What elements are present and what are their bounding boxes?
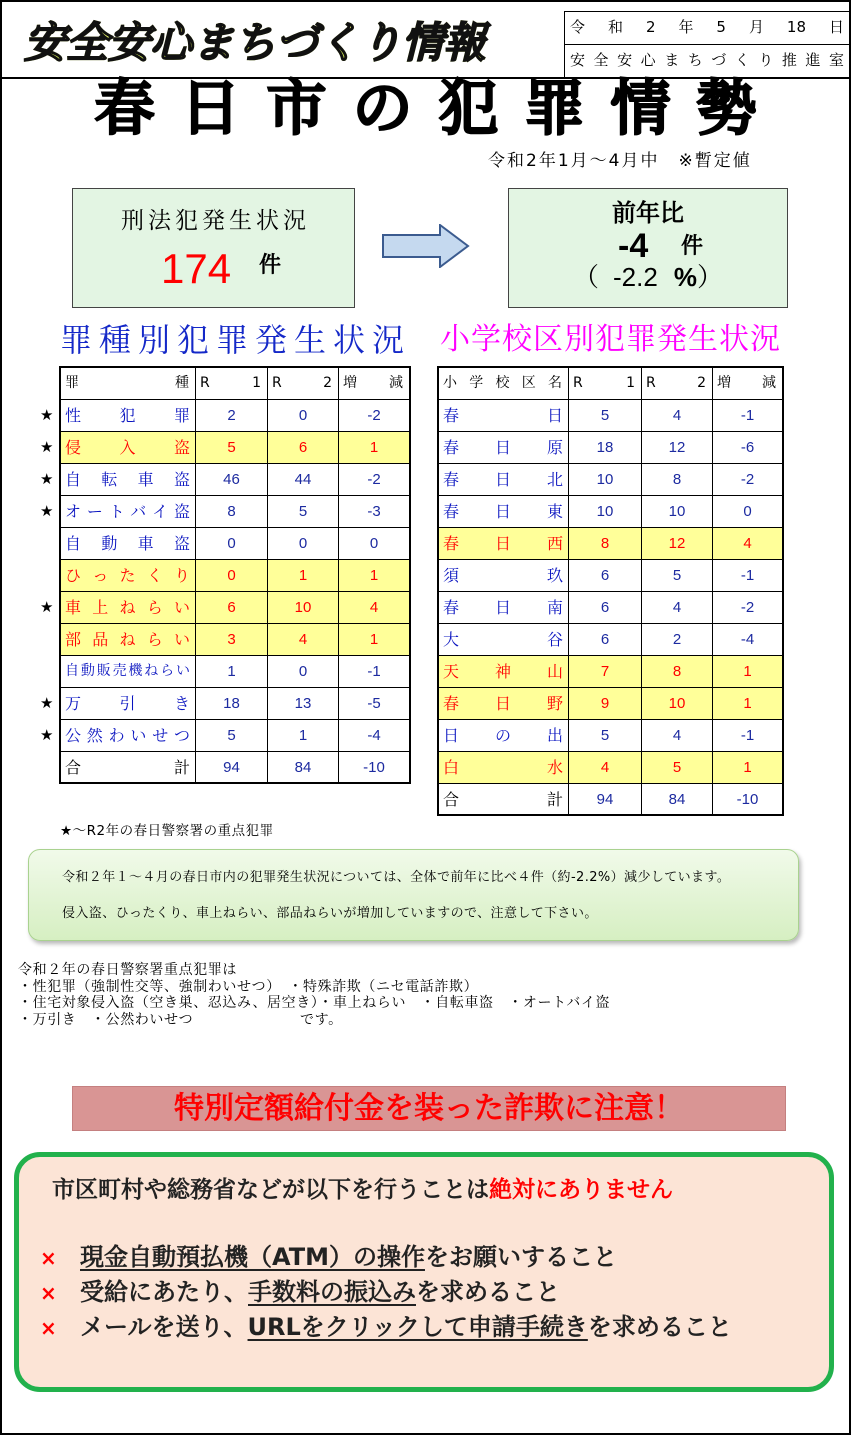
r2-count-cell: 0 [268,400,339,432]
percent-open-paren: （ [573,263,600,293]
crime-type-cell: 侵入盗 [61,432,196,464]
r1-count-cell: 6 [196,592,268,624]
r2-count-cell: 1 [268,560,339,592]
crime-table-row [61,752,411,784]
school-district-cell: 春日原 [439,432,569,464]
school-district-cell: 春日西 [439,528,569,560]
r1-count-cell: 8 [569,528,642,560]
year-comparison-box [508,188,788,308]
r2-count-cell: 84 [642,784,713,816]
change-cell: -2 [713,592,784,624]
crime-type-cell: 自動車盗 [61,528,196,560]
summary-note-box [28,849,799,941]
warning-item-underlined: 現金自動預払機（ATM）の操作 [80,1243,425,1271]
warning-item [40,1311,732,1344]
priority-crimes-ending: です。 [300,1012,343,1029]
crime-type-cell: オートバイ盗 [61,496,196,528]
r1-count-cell: 9 [569,688,642,720]
r1-count-cell: 10 [569,464,642,496]
change-cell: -1 [339,656,411,688]
total-crime-unit: 件 [259,253,282,278]
newsletter-title: 安全安心まちづくり情報 [24,18,486,67]
school-district-cell: 天神山 [439,656,569,688]
r1-count-cell: 1 [196,656,268,688]
warning-intro-text: 市区町村や総務省などが以下を行うことは [52,1177,489,1203]
school-district-cell: 白水 [439,752,569,784]
crime-table-row [40,592,411,624]
cross-icon: × [40,1281,57,1305]
r1-count-cell: 94 [196,752,268,784]
r2-count-cell: 10 [642,688,713,720]
school-table-row [439,784,784,816]
change-cell: 1 [713,656,784,688]
issuing-office: 安全安心まちづくり推進室 [565,44,851,77]
school-table-row [439,592,784,624]
r1-count-cell: 5 [569,400,642,432]
school-district-cell: 春日野 [439,688,569,720]
school-table-row [439,752,784,784]
r1-count-cell: 5 [196,432,268,464]
r1-count-cell: 0 [196,528,268,560]
total-crime-box [72,188,355,308]
priority-crimes-line: ・万引き ・公然わいせつ [18,1012,194,1029]
change-cell: 0 [339,528,411,560]
r2-count-cell: 5 [268,496,339,528]
r1-count-cell: 18 [196,688,268,720]
r1-count-cell: 6 [569,592,642,624]
school-district-cell: 日の出 [439,720,569,752]
crime-type-cell: 性犯罪 [61,400,196,432]
change-cell: 4 [339,592,411,624]
school-table-header-row [439,368,784,400]
school-district-cell: 大谷 [439,624,569,656]
crime-type-cell: 公然わいせつ [61,720,196,752]
crime-table-column-header: 増減 [339,368,411,400]
r1-count-cell: 2 [196,400,268,432]
school-table-column-header: R 2 [642,368,713,400]
comparison-unit: 件 [681,234,704,259]
crime-table-header-row [61,368,411,400]
page-title: 春日市の犯罪情勢 [94,74,783,144]
crime-table-row [40,496,411,528]
crime-table-row [40,432,411,464]
r2-count-cell: 84 [268,752,339,784]
crime-table-row [61,528,411,560]
priority-star-mark: ★ [40,470,54,488]
change-cell: 1 [713,688,784,720]
warning-item [40,1241,617,1274]
r1-count-cell: 46 [196,464,268,496]
r2-count-cell: 5 [642,560,713,592]
r1-count-cell: 94 [569,784,642,816]
school-table-column-header: R 1 [569,368,642,400]
r2-count-cell: 6 [268,432,339,464]
school-table-row [439,528,784,560]
r2-count-cell: 44 [268,464,339,496]
school-district-cell: 須玖 [439,560,569,592]
priority-crimes-list [18,962,610,1029]
fraud-warning-banner: 特別定額給付金を装った詐欺に注意！ [72,1086,786,1131]
percent-sign: % [673,262,697,292]
r2-count-cell: 4 [268,624,339,656]
crime-type-cell: 自動販売機ねらい [61,656,196,688]
change-cell: 1 [339,624,411,656]
school-table-row [439,464,784,496]
warning-item-text: をお願いすること [424,1243,617,1271]
r1-count-cell: 6 [569,624,642,656]
change-cell: -4 [339,720,411,752]
crime-table-row [61,624,411,656]
total-crime-label: 刑法犯発生状況 [121,208,310,234]
change-cell: -6 [713,432,784,464]
r2-count-cell: 0 [268,656,339,688]
school-district-section-title: 小学校区別犯罪発生状況 [440,322,781,357]
r1-count-cell: 18 [569,432,642,464]
change-cell: -1 [713,720,784,752]
r1-count-cell: 0 [196,560,268,592]
warning-item-text: を求めること [416,1278,560,1306]
r1-count-cell: 6 [569,560,642,592]
crime-table-row [61,656,411,688]
crime-table-row [40,400,411,432]
school-district-cell: 春日 [439,400,569,432]
change-cell: -2 [339,400,411,432]
total-crime-count: 174 [161,245,232,292]
change-cell: 1 [339,432,411,464]
r1-count-cell: 7 [569,656,642,688]
r2-count-cell: 8 [642,464,713,496]
issue-info-box [564,11,851,78]
r1-count-cell: 5 [569,720,642,752]
priority-crimes-line: ・性犯罪（強制性交等、強制わいせつ） ・特殊詐欺（ニセ電話詐欺） [18,978,479,995]
change-cell: -4 [713,624,784,656]
change-cell: -3 [339,496,411,528]
school-table-row [439,688,784,720]
r2-count-cell: 4 [642,400,713,432]
r1-count-cell: 3 [196,624,268,656]
school-table-column-header: 小学校区名 [439,368,569,400]
warning-item-underlined: 手数料の振込み [248,1278,416,1306]
percent-value: -2.2 [613,262,658,292]
r2-count-cell: 10 [642,496,713,528]
r2-count-cell: 12 [642,528,713,560]
school-table-row [439,496,784,528]
comparison-percent [573,262,723,293]
r1-count-cell: 5 [196,720,268,752]
comparison-count: -4 [618,227,649,265]
r1-count-cell: 10 [569,496,642,528]
r1-count-cell: 4 [569,752,642,784]
school-district-cell: 春日南 [439,592,569,624]
school-table-row [439,720,784,752]
school-district-cell: 春日北 [439,464,569,496]
priority-star-mark: ★ [40,502,54,520]
r2-count-cell: 1 [268,720,339,752]
school-table-row [439,400,784,432]
crime-type-cell: ひったくり [61,560,196,592]
crime-type-cell: 自転車盗 [61,464,196,496]
crime-type-cell: 合計 [61,752,196,784]
issue-date: 令和2年5月18日 [570,18,844,36]
crime-table-row [40,688,411,720]
crime-type-cell: 車上ねらい [61,592,196,624]
school-table-row [439,656,784,688]
school-table-row [439,560,784,592]
comparison-label: 前年比 [612,199,684,227]
right-arrow-icon [382,224,470,268]
school-district-cell: 合計 [439,784,569,816]
change-cell: -1 [713,400,784,432]
percent-close-paren: ） [696,263,723,293]
cross-icon: × [40,1316,57,1340]
fraud-warning-box [14,1152,834,1392]
crime-table-row [40,464,411,496]
crime-type-cell: 部品ねらい [61,624,196,656]
crime-table-row [40,720,411,752]
r2-count-cell: 4 [642,592,713,624]
change-cell: -10 [339,752,411,784]
warning-item-text: を求めること [587,1313,732,1341]
school-district-table [437,366,784,816]
school-table-row [439,432,784,464]
period-note: 令和2年1月～4月中 ※暫定値 [488,151,752,171]
summary-note-line: 侵入盗、ひったくり、車上ねらい、部品ねらいが増加していますので、注意して下さい。 [62,906,598,921]
crime-table-column-header: R 2 [268,368,339,400]
crime-table-row [61,560,411,592]
crime-type-section-title: 罪種別犯罪発生状況 [60,321,412,359]
change-cell: -5 [339,688,411,720]
warning-intro [52,1175,673,1205]
crime-table-column-header: 罪種 [61,368,196,400]
warning-item-underlined: URLをクリックして申請手続き [247,1313,588,1341]
school-district-cell: 春日東 [439,496,569,528]
crime-type-table [40,366,411,784]
priority-star-mark: ★ [40,694,54,712]
change-cell: 1 [713,752,784,784]
priority-star-mark: ★ [40,726,54,744]
change-cell: -2 [713,464,784,496]
r2-count-cell: 8 [642,656,713,688]
priority-star-mark: ★ [40,438,54,456]
warning-item [40,1276,560,1309]
r1-count-cell: 8 [196,496,268,528]
priority-star-legend: ★～R2年の春日警察署の重点犯罪 [60,823,274,839]
priority-crimes-line-last [18,1012,610,1029]
r2-count-cell: 13 [268,688,339,720]
crime-type-cell: 万引き [61,688,196,720]
priority-crimes-line: ・住宅対象侵入盗（空き巣、忍込み、居空き）・車上ねらい ・自転車盗 ・オートバイ盗 [18,995,611,1012]
cross-icon: × [40,1246,57,1270]
priority-star-mark: ★ [40,406,54,424]
r2-count-cell: 10 [268,592,339,624]
change-cell: 1 [339,560,411,592]
change-cell: 0 [713,496,784,528]
r2-count-cell: 2 [642,624,713,656]
school-table-row [439,624,784,656]
warning-item-text: 受給にあたり、 [80,1278,248,1306]
priority-star-mark: ★ [40,598,54,616]
r2-count-cell: 5 [642,752,713,784]
change-cell: -2 [339,464,411,496]
warning-intro-emphasis: 絶対にありません [489,1177,673,1203]
school-table-column-header: 増減 [713,368,784,400]
priority-crimes-heading: 令和２年の春日警察署重点犯罪は [18,962,237,978]
r2-count-cell: 12 [642,432,713,464]
warning-item-text: メールを送り、 [80,1313,248,1341]
summary-note-line: 令和２年１～４月の春日市内の犯罪発生状況については、全体で前年に比べ４件（約-2.2%）減少しています。 [62,870,731,885]
r2-count-cell: 0 [268,528,339,560]
change-cell: -1 [713,560,784,592]
change-cell: -10 [713,784,784,816]
change-cell: 4 [713,528,784,560]
r2-count-cell: 4 [642,720,713,752]
crime-table-column-header: R 1 [196,368,268,400]
